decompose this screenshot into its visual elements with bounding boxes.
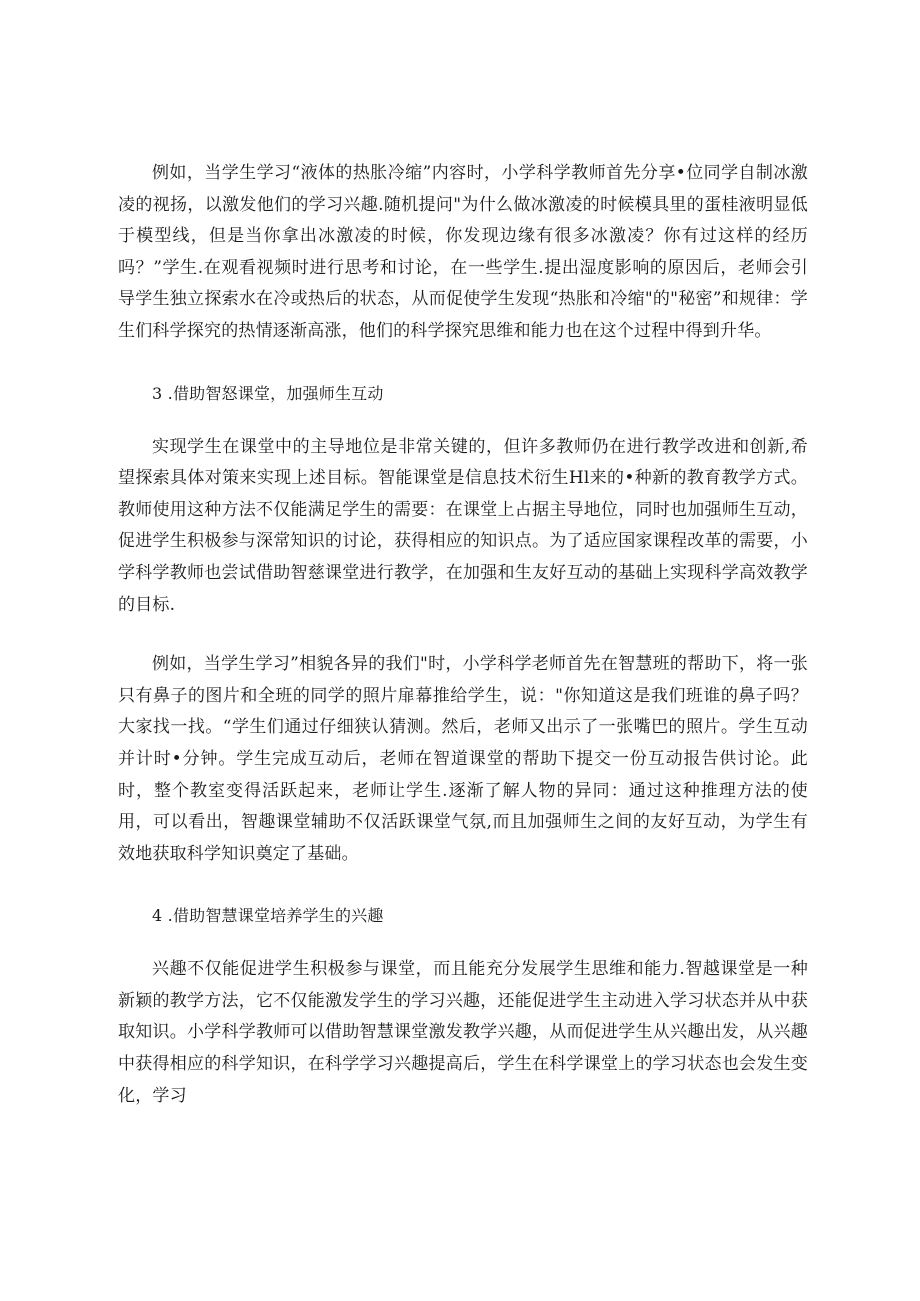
section-heading-4: 4 .借助智慧课堂培养学生的兴趣 — [152, 906, 384, 926]
section-heading-3: 3 .借助智怒课堂，加强师生互动 — [152, 383, 384, 403]
paragraph-interest-cultivation: 兴趣不仅能促进学生积极参与课堂，而且能充分发展学生思维和能力.智越课堂是一种新颖的教学方法，它不仅能激发学生的学习兴趣，还能促进学生主动进入学习状态并从中获取知识。小学科学教师可以借助智慧课堂激发教学兴趣，从而促进学生从兴趣出发，从兴趣中获得相应的科学知识，在科学学习兴趣提高后，学生在科学课堂上的学习状态也会发生变化，学习 — [118, 959, 808, 1106]
document-page — [118, 158, 808, 1112]
paragraph-smart-classroom-interaction: 实现学生在课堂中的主导地位是非常关键的，但许多教师仍在进行教学改进和创新,希望探索具体对策来实现上述目标。智能课堂是信息技术衍生Hl来的•种新的教育教学方式。教师使用这种方法不仅能满足学生的需要：在课堂上占据主导地位，同时也加强师生互动，促进学生积极参与深常知识的讨论，获得相应的知识点。为了适应国家课程改革的需要，小学科学教师也尝试借助智慈课堂进行教学，在加强和生友好互动的基础上实现科学高效教学的目标. — [118, 436, 808, 615]
paragraph-ice-cream-example: 例如，当学生学习“液体的热胀冷缩”内容时，小学科学教师首先分享•位同学自制冰激凌的视扬，以激发他们的学习兴趣.随机提问"为什么做冰激凌的时候模具里的蛋桂液明显低于模型线，但是当你拿出冰激凌的时候，你发现边缘有很多冰激凌？你有过这样的经历吗？”学生.在观看视频时进行思考和讨论，在一些学生.提出湿度影响的原因后，老师会引导学生独立探索水在冷或热后的状态，从而促使学生发现“热胀和冷缩"的"秘密”和规律：学生们科学探究的热情逐渐高涨，他们的科学探究思维和能力也在这个过程中得到升华。 — [118, 163, 808, 341]
paragraph-nose-photo-example: 例如，当学生学习”相貌各异的我们"时，小学科学老师首先在智慧班的帮助下，将一张只有鼻子的图片和全班的同学的照片扉幕推给学生，说："你知道这是我们班谁的鼻子吗？大家找一找。“学生们通过仔细狭认猜测。然后，老师又出示了一张嘴巴的照片。学生互动并计时•分钟。学生完成互动后，老师在智道课堂的帮助下提交一份互动报告供讨论。此时，整个教室变得活跃起来，老师让学生.逐渐了解人物的异同：通过这种推理方法的使用，可以看出，智趣课堂辅助不仅活跃课堂气氛,而且加强师生之间的友好互动，为学生有效地获取科学知识奠定了基础。 — [118, 654, 808, 864]
